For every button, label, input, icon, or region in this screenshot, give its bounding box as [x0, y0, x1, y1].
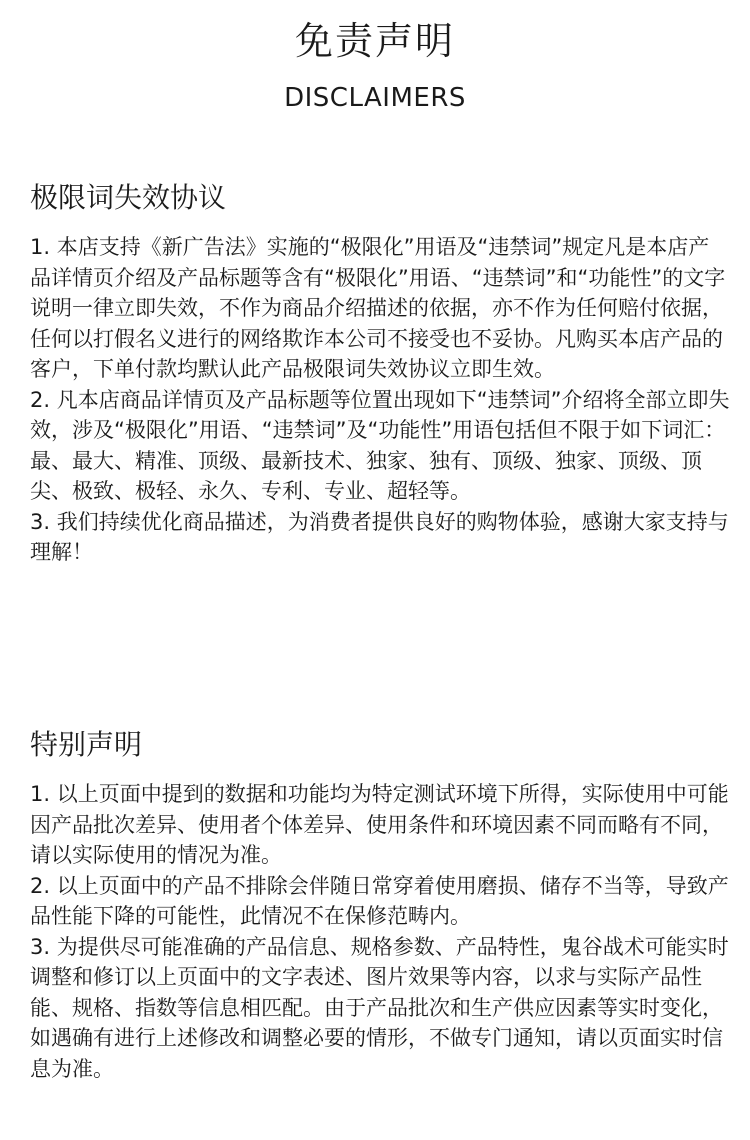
agreement-item-1: 1. 本店支持《新广告法》实施的“极限化”用语及“违禁词”规定凡是本店产品详情页介绍及产品标题等含有“极限化”用语、“违禁词”和“功能性”的文字说明一律立即失效，不作为商品介绍描述的依据，亦不作为任何赔付依据，任何以打假名义进行的网络欺诈本公司不接受也不妥协。凡购买本店产品的客户，下单付款均默认此产品极限词失效协议立即生效。: [30, 235, 726, 381]
agreement-item-2: 2. 凡本店商品详情页及产品标题等位置出现如下“违禁词”介绍将全部立即失效，涉及“极限化”用语、“违禁词”及“功能性”用语包括但不限于如下词汇：最、最大、精准、顶级、最新技术、独家、独有、顶级、独家、顶级、顶尖、极致、极轻、永久、专利、专业、超轻等。: [30, 387, 730, 503]
section-heading: 极限词失效协议: [30, 181, 227, 214]
section-limit-words-agreement: [30, 175, 730, 568]
agreement-item-3: 3. 我们持续优化商品描述，为消费者提供良好的购物体验，感谢大家支持与理解！: [30, 509, 729, 564]
section-special-statement: [30, 722, 730, 1084]
statement-item-1: 1. 以上页面中提到的数据和功能均为特定测试环境下所得，实际使用中可能因产品批次差异、使用者个体差异、使用条件和环境因素不同而略有不同，请以实际使用的情况为准。: [30, 782, 729, 867]
page-title: 免责声明: [294, 19, 455, 63]
section-heading: 特别声明: [30, 728, 143, 761]
statement-item-3: 3. 为提供尽可能准确的产品信息、规格参数、产品特性，鬼谷战术可能实时调整和修订以上页面中的文字表述、图片效果等内容，以求与实际产品性能、规格、指数等信息相匹配。由于产品批次和生产供应因素等实时变化，如遇确有进行上述修改和调整必要的情形，不做专门通知，请以页面实时信息为准。: [30, 934, 729, 1081]
page-subtitle: DISCLAIMERS: [284, 83, 466, 113]
statement-item-2: 2. 以上页面中的产品不排除会伴随日常穿着使用磨损、储存不当等，导致产品性能下降的可能性，此情况不在保修范畴内。: [30, 873, 729, 928]
